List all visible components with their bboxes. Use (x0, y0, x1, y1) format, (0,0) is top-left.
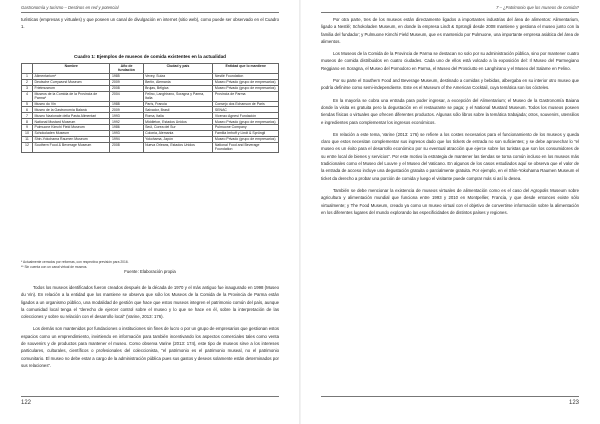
table-cell: Pulmuone Company (213, 125, 279, 131)
page-number: 122 (21, 400, 32, 406)
table-cell: Berlín, Alemania (143, 79, 213, 85)
table-cell: Shin-Yokohama Raumen Museum (33, 136, 110, 142)
right-body-text (321, 16, 579, 221)
running-head: Gastronomía y turismo – Destinos en red y potencial (21, 5, 119, 10)
table-cell: Vevey, Suiza (143, 73, 213, 79)
table-cell: Museo do Vin (33, 101, 110, 107)
table-cell: 2004 (110, 91, 143, 101)
table-cell: Museos de la Comida de la Provincia de Parma* (33, 91, 110, 101)
table-row (22, 142, 279, 152)
header-rule (21, 12, 279, 13)
table-cell: Pulmuone Kimchi Field Museum (33, 125, 110, 131)
table-cell: 10 (22, 130, 33, 136)
table-cell: Deutsche Currywurst Museum (33, 79, 110, 85)
footer-rule (21, 396, 279, 397)
table-cell: 5 (22, 101, 33, 107)
table-cell: Schokoladen Museum (33, 130, 110, 136)
right-page (300, 0, 600, 424)
table-cell: National Mustard Museum (33, 119, 110, 125)
table-cell: 3 (22, 85, 33, 91)
table-cell: 1 (22, 73, 33, 79)
table-cell: Museo Privado (grupo de empresarios) (213, 85, 279, 91)
table-cell: Salvador, Brasil (143, 107, 213, 113)
table-cell: 2008 (110, 142, 143, 152)
table-cell: Museo Privado (grupo de empresarios) (213, 79, 279, 85)
table-cell: 1986 (110, 125, 143, 131)
table-cell: 7 (22, 113, 33, 119)
paragraph: Los demás son mantenidos por fundaciones o instituciones sin fines de lucro o por un grupo de empresarios que gestionan estos espacios como un emprendimiento, invirtiendo en información para también incentivando los aspectos comerciales tales como venta de souvenirs y de productos para mantener el museo. Como observa Varine (2013: 174), este tipo de museos sirve a los intereses particulares, culturales, científicos o profesionales del coleccionista, “el patrimonio es el patrimonio museal, no el patrimonio comunitario. El museo no debe estar a cargo de la administración pública pues sus gastos y deseos solamente están determinados por sus relaciones”. (21, 326, 279, 368)
table-cell: Museo Nazionale della Pasta Alimentari (33, 113, 110, 119)
table-cell: Museo de la Gastronomía Balaná (33, 107, 110, 113)
table-cell: 2008 (110, 85, 143, 91)
header-rule (321, 12, 579, 13)
table-cell: 8 (22, 119, 33, 125)
table-header-cell: Ciudad y país (143, 64, 213, 74)
table-cell: 1994 (110, 136, 143, 142)
paragraph: Por otra parte, tres de los museos están directamente ligados a importantes industrias del área de alimentos: Alimentarium, ligado a Nestlé; Schokoladen Museum, en donde la empresa Lindt & Sprüngli desde 2008 mantiene y gestiona el museo junto con la familia del fundador; y Pulmuone Kimchi Field Museum, que es mantenido por Pulmuone, una importante empresa asiática del área de alimentos. (321, 17, 579, 44)
table-note: ** Sin cuenta con un canal virtual de museos. (21, 264, 88, 269)
table-cell: Yokohama, Japón (143, 136, 213, 142)
table-cell: 11 (22, 136, 33, 142)
intro-paragraph: turísticas (empresas y virtuales) y que poseen un canal de divulgación en internet (sitio web), como puede ser observado en el Cuadro 1. (21, 17, 279, 30)
table-cell: Museo Privado (grupo de empresarios) (213, 136, 279, 142)
table-cell: Nueva Orleans, Estados Unidos (143, 142, 213, 152)
table-header-cell: Entidad que lo mantiene (213, 64, 279, 74)
table-cell: Provincia de Parma (213, 91, 279, 101)
paragraph: En la mayoría se cobra una entrada para poder ingresar, a excepción del Alimentarium; el Museo de la Gastronomía Baiana donde la visita es gratuita pero la degustación en el restaurante se paga; y el National Mustard Museum. Todos los museos poseen tiendas físicas o virtuales que ofrecen diferentes productos. Algunas sólo libros sobre la temática trabajada; otros, souvenirs, utensilios e ingredientes para complementar los ingresos económicos. (321, 97, 579, 125)
table-cell: Museo Privado (grupo de empresarios) (213, 119, 279, 125)
table-cell: 1985 (110, 73, 143, 79)
table-cell: 2 (22, 79, 33, 85)
paragraph: Por su parte el Southern Food and Beverage Museum, destinado a comidas y bebidas, albergaba en su interior otro museo que podría definirse como semi-independiente. Este es el Museum of the American Cocktail, cuya temática son los cócteles. (321, 78, 579, 91)
table-cell: Familia Imhoff y Lindt & Sprüngli (213, 130, 279, 136)
paragraph: En relación a este tema, Varine (2013: 176) se refiere a los costes necesarios para el funcionamiento de los museos y queda claro que estos necesitan complementar sus ingresos dado que los tickets de entrada no son suficientes; y se debe aprovechar lo “el museo es un éxito para el desarrollo económico por su eventual atracción que ejerce sobre los turistas que son los consumidores de su entre local de bienes y servicios”. Por este motivo la estrategia de mantener las tiendas se torna común incluso en los museos más tradicionales como el Museo del Louvre y el Museo del Vaticano. En algunos de los casos estudiados aquí se observa que el valor de la entrada de acceso incluye una degustación gratuita o parcialmente gratuita. Por ejemplo, en el Shin-Yokohama Raumen Museum el ticket da derecho a probar una porción de comida y luego el visitante puede comprar más si así lo desea. (321, 131, 579, 181)
table-cell: Colonia, Alemania (143, 130, 213, 136)
table-cell: National Food and Beverage Foundation (213, 142, 279, 152)
table-cell: 4 (22, 91, 33, 101)
table-header-cell (22, 64, 33, 74)
table-cell: Alimentarium* (33, 73, 110, 79)
museums-table (21, 63, 279, 153)
table-header-row (22, 64, 279, 74)
page-number: 123 (568, 400, 579, 406)
table-cell: 6 (22, 107, 33, 113)
table-cell: 1993 (110, 113, 143, 119)
table-cell: París, Francia (143, 101, 213, 107)
table-cell: Brujas, Bélgica (143, 85, 213, 91)
left-body-text (21, 284, 279, 374)
table-cell: Nestlé Foundation (213, 73, 279, 79)
intro-text (21, 16, 279, 36)
paragraph: Los Museos de la Comida de la Provincia de Parma se destacan no solo por su administración pública, sino por mantener cuatro museos de comida distribuidos en cuatro ciudades. Cada uno de ellos está volcado a la exposición del: Il Museo del Parmegiano Reggiano en Soragna, el Museo del Pomodoro en Parma, el Museo del Prosciutto en Langhirano y el Museo del Salame en Felino. (321, 51, 579, 71)
table-cell: Consejo dos Echanson de Paris (213, 101, 279, 107)
table-cell: Felino, Langhirano, Soragna y Parma, Italia (143, 91, 213, 101)
table-cell: 1988 (110, 101, 143, 107)
table-body (22, 73, 279, 152)
table-notes (21, 260, 129, 269)
table-row (22, 91, 279, 101)
table-note: * Actualmente cerrados por reformas, con respectiva previsión para 2016. (21, 260, 129, 264)
table-cell: Roma, Italia (143, 113, 213, 119)
table-cell: Seúl, Corea del Sur (143, 125, 213, 131)
paragraph: Todos los museos identificados fueron creados después de la década de 1970 y el más antiguo fue inaugurado en 1998 (Museo du Vin). En relación a la entidad que los mantiene se observa que sólo los Museos de la Comida de la Provincia de Parma están ligados a un organismo público, una modalidad de gestión que hace que estos museos integren el patrimonio común del país, aunque la comunidad local tenga el “derecho de ejercer control sobre el museo y lo que se hace en él, sobre la interpretación de las colecciones y sobre su relación con el desarrollo local” (Varine, 2013: 176). (21, 285, 279, 320)
table-cell: Vicenzo Agnesi Fundación (213, 113, 279, 119)
table-cell: 2009 (110, 79, 143, 85)
paragraph: También se debe mencionar la existencia de museos virtuales de alimentación como es el caso del Agropolis Museum sobre agricultura y alimentación mundial que funciona entre 1993 y 2010 en Montpellier, Francia, y que desde entonces existe sólo virtualmente; y The Food Museum, creado ya como un museo virtual con el objetivo de convertirse información sobre la alimentación en los diferentes lugares del mundo explorando las especificidades de distintos países y regiones. (321, 187, 579, 215)
table-cell: 1993 (110, 130, 143, 136)
footer-rule (321, 396, 579, 397)
table-cell: Frietmuseum (33, 85, 110, 91)
table-cell: Middleton, Estados Unidos (143, 119, 213, 125)
table-source: Fuente: Elaboración propia (124, 269, 176, 274)
table-cell: SENAC (213, 107, 279, 113)
table-title: Cuadro 1: Ejemplos de museos de comida existentes en la actualidad (74, 54, 226, 59)
table-cell: Southern Food & Beverage Museum (33, 142, 110, 152)
table-cell: 12 (22, 142, 33, 152)
running-head: 7 – ¿Patrimonio que los museos de comida? (496, 5, 579, 10)
table-header-cell: Año de fundación (110, 64, 143, 74)
table-cell: 9 (22, 125, 33, 131)
table-header-cell: Nombre (33, 64, 110, 74)
table-cell: 2009 (110, 107, 143, 113)
table-cell: 1992 (110, 119, 143, 125)
